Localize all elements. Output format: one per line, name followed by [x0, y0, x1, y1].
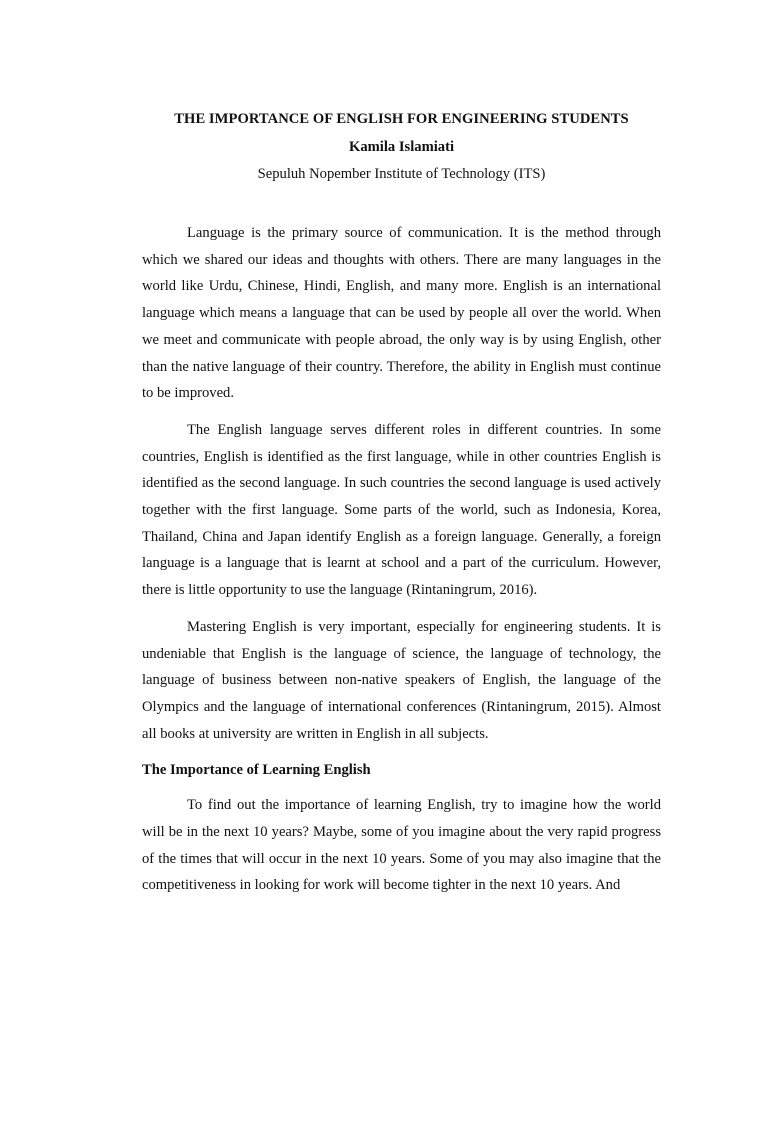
paragraph-2: The English language serves different roles in different countries. In some countries, English is identified as the first language, while in other countries English is identified as the second language. In such countries the second language is used actively together with the first language. Some parts of the world, such as Indonesia, Korea, Thailand, China and Japan identify English as a foreign language. Generally, a foreign language is a language that is learnt at school and a part of the curriculum. However, there is little opportunity to use the language (Rintaningrum, 2016). [142, 421, 661, 599]
paragraph-3: Mastering English is very important, especially for engineering students. It is undeniable that English is the language of science, the language of technology, the language of business between non-native speakers of English, the language of the Olympics and the language of international conferences (Rintaningrum, 2015). Almost all books at university are written in English in all subjects. [142, 618, 661, 742]
section-paragraph: To find out the importance of learning English, try to imagine how the world will be in the next 10 years? Maybe, some of you imagine about the very rapid progress of the times that will occur in the next 10 years. Some of you may also imagine that the competitiveness in looking for work will become tighter in the next 10 years. And [142, 797, 661, 894]
document-title: THE IMPORTANCE OF ENGLISH FOR ENGINEERING STUDENTS [174, 111, 629, 127]
paragraph-1: Language is the primary source of communication. It is the method through which we shared our ideas and thoughts with others. There are many languages in the world like Urdu, Chinese, Hindi, English, and many more. English is an international language which means a language that can be used by people all over the world. When we meet and communicate with people abroad, the only way is by using English, other than the native language of their country. Therefore, the ability in English must continue to be improved. [142, 225, 661, 402]
document-page [0, 110, 768, 1134]
section-heading: The Importance of Learning English [142, 762, 371, 779]
author-affiliation: Sepuluh Nopember Institute of Technology (ITS) [257, 166, 546, 182]
document-body [142, 220, 661, 899]
author-name: Kamila Islamiati [349, 139, 454, 155]
